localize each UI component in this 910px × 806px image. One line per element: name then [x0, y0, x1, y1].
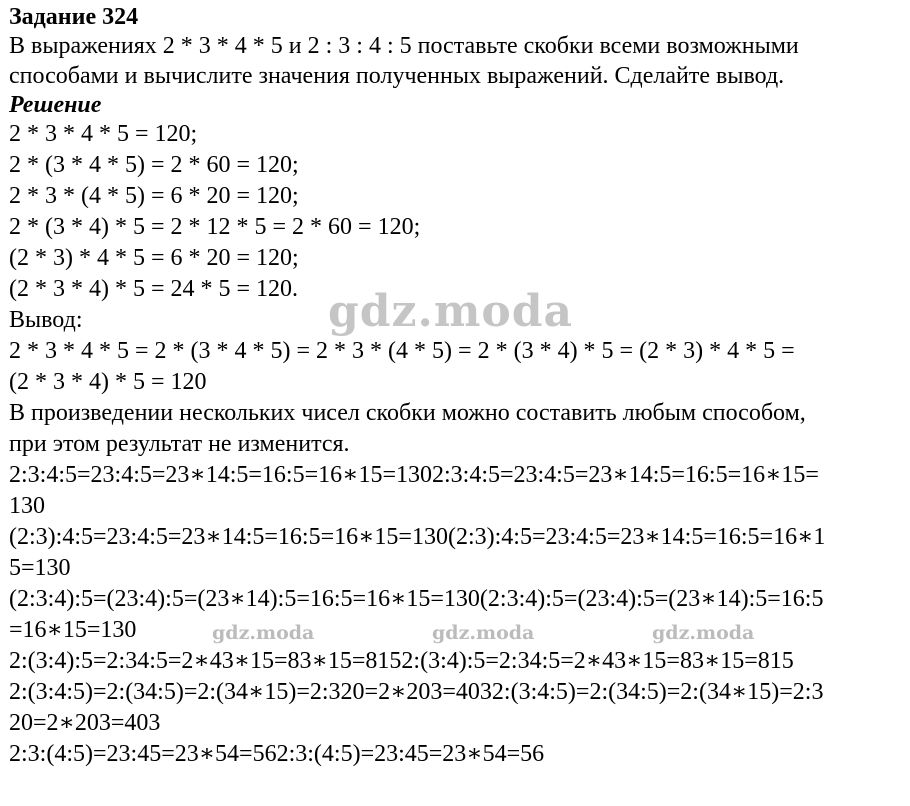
conclusion-text-line-2: при этом результат не изменится.	[9, 431, 350, 457]
division-line-3b: =16∗15=130	[9, 617, 137, 643]
watermark-main: gdz.moda	[328, 286, 574, 337]
product-line-4: 2 * (3 * 4) * 5 = 2 * 12 * 5 = 2 * 60 = 120;	[9, 214, 421, 240]
document-page	[9, 3, 905, 770]
product-line-1: 2 * 3 * 4 * 5 = 120;	[9, 121, 198, 147]
watermark-small-1: gdz.moda	[212, 622, 315, 644]
division-line-1b: 130	[9, 493, 45, 519]
product-line-2: 2 * (3 * 4 * 5) = 2 * 60 = 120;	[9, 152, 299, 178]
conclusion-label: Вывод:	[9, 307, 83, 333]
watermark-small-2: gdz.moda	[432, 622, 535, 644]
task-statement-line-1: В выражениях 2 * 3 * 4 * 5 и 2 : 3 : 4 : 5 поставьте скобки всеми возможными	[9, 33, 799, 59]
product-line-6: (2 * 3 * 4) * 5 = 24 * 5 = 120.	[9, 276, 299, 302]
conclusion-equation-line-1: 2 * 3 * 4 * 5 = 2 * (3 * 4 * 5) = 2 * 3 * (4 * 5) = 2 * (3 * 4) * 5 = (2 * 3) * 4 * 5 =	[9, 338, 795, 364]
division-line-1a: 2:3:4:5=23:4:5=23∗14:5=16:5=16∗15=1302:3:4:5=23:4:5=23∗14:5=16:5=16∗15=	[9, 462, 819, 488]
task-title: Задание 324	[9, 4, 139, 30]
product-line-3: 2 * 3 * (4 * 5) = 6 * 20 = 120;	[9, 183, 299, 209]
division-line-5a: 2:(3:4:5)=2:(34:5)=2:(34∗15)=2:320=2∗203=4032:(3:4:5)=2:(34:5)=2:(34∗15)=2:3	[9, 679, 824, 705]
division-line-2a: (2:3):4:5=23:4:5=23∗14:5=16:5=16∗15=130(2:3):4:5=23:4:5=23∗14:5=16:5=16∗1	[9, 524, 826, 550]
solution-label: Решение	[9, 92, 102, 118]
task-statement-line-2: способами и вычислите значения полученных выражений. Сделайте вывод.	[9, 63, 785, 89]
division-line-3a: (2:3:4):5=(23:4):5=(23∗14):5=16:5=16∗15=130(2:3:4):5=(23:4):5=(23∗14):5=16:5	[9, 586, 824, 612]
conclusion-text-line-1: В произведении нескольких чисел скобки можно составить любым способом,	[9, 400, 806, 426]
conclusion-equation-line-2: (2 * 3 * 4) * 5 = 120	[9, 369, 207, 395]
division-line-5b: 20=2∗203=403	[9, 710, 161, 736]
division-line-4: 2:(3:4):5=2:34:5=2∗43∗15=83∗15=8152:(3:4):5=2:34:5=2∗43∗15=83∗15=815	[9, 648, 794, 674]
division-line-6: 2:3:(4:5)=23:45=23∗54=562:3:(4:5)=23:45=23∗54=56	[9, 741, 545, 767]
watermark-small-3: gdz.moda	[652, 622, 755, 644]
division-line-2b: 5=130	[9, 555, 71, 581]
product-line-5: (2 * 3) * 4 * 5 = 6 * 20 = 120;	[9, 245, 299, 271]
